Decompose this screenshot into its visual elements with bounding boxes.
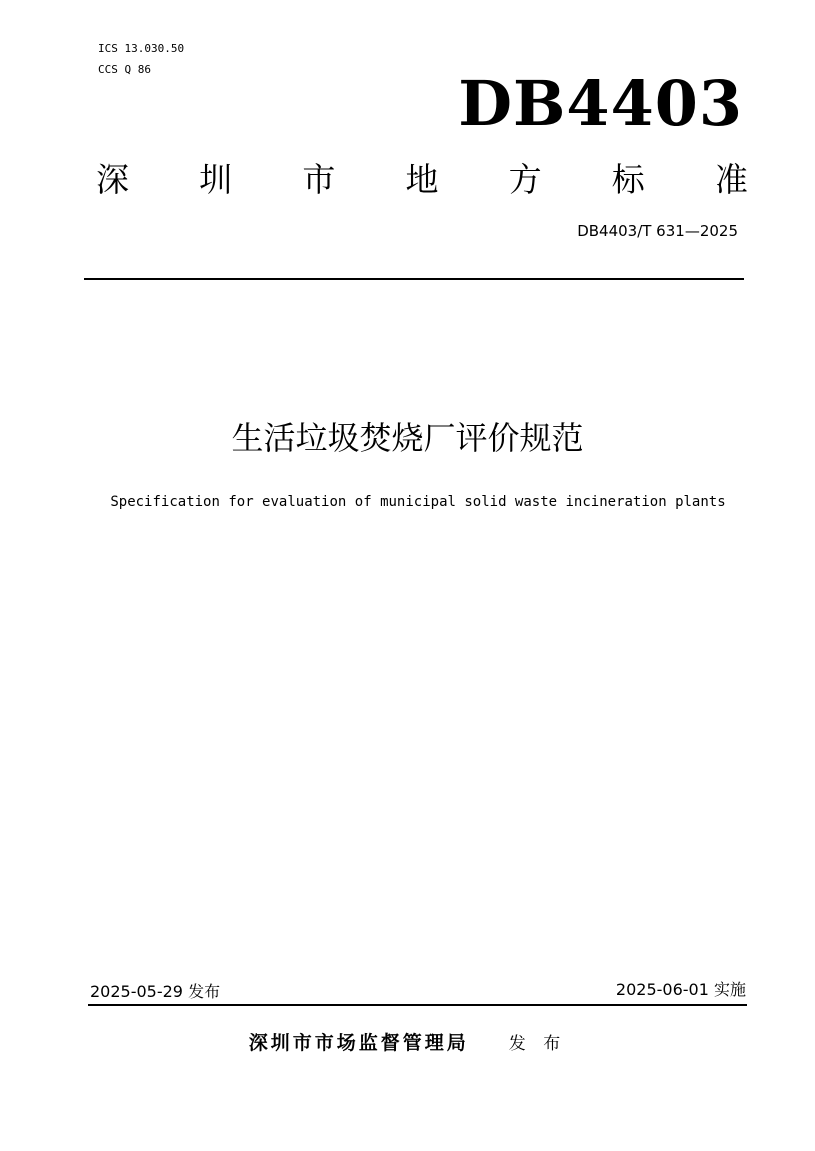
standard-type-char: 准 [714, 160, 748, 199]
standard-type-heading [96, 154, 748, 206]
issue-date: 2025-05-29 发布 [90, 982, 221, 1001]
standard-type-char: 地 [405, 160, 439, 199]
issuer-line [0, 1028, 815, 1059]
standard-type-char: 深 [96, 160, 129, 199]
header-divider [84, 278, 744, 280]
footer-divider [88, 1004, 747, 1006]
ccs-code: CCS Q 86 [98, 63, 151, 76]
standard-code-logo: DB4403 [458, 67, 743, 140]
standard-type-char: 方 [508, 160, 542, 199]
document-title-cn: 生活垃圾焚烧厂评价规范 [231, 419, 584, 457]
implementation-date: 2025-06-01 实施 [615, 980, 746, 999]
issuer-action: 发 布 [508, 1034, 567, 1054]
standard-type-char: 市 [302, 160, 336, 199]
standard-type-char: 标 [611, 160, 645, 199]
issuer-name: 深圳市市场监督管理局 [248, 1032, 469, 1054]
ics-code: ICS 13.030.50 [98, 42, 185, 55]
standard-number: DB4403/T 631—2025 [577, 222, 738, 240]
standard-type-char: 圳 [199, 160, 233, 199]
document-title-en: Specification for evaluation of municipal solid waste incineration plants [110, 494, 726, 510]
